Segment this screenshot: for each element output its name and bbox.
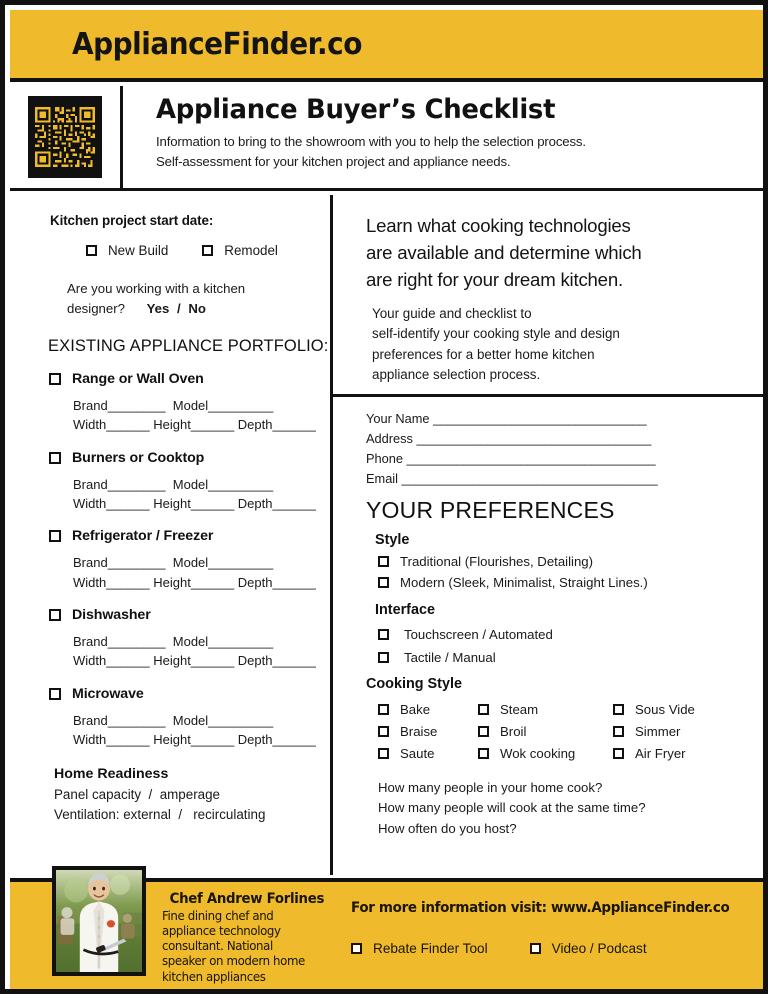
checkbox-braise[interactable] [378, 726, 389, 737]
label-wok-cooking: Wok cooking [500, 745, 576, 761]
cooking-option-broil [478, 724, 613, 739]
appliance-field-dimensions[interactable]: Width______ Height______ Depth______ [73, 417, 316, 433]
chef-bio-block [162, 891, 352, 984]
checkbox-simmer[interactable] [613, 726, 624, 737]
designer-question-text: designer? [67, 301, 125, 317]
appliance-header [49, 686, 330, 702]
guide-text-line2: self-identify your cooking style and design [372, 326, 620, 342]
appliance-entry [10, 686, 330, 750]
qr-code-icon[interactable] [28, 96, 102, 178]
label-rebate-finder-tool: Rebate Finder Tool [373, 941, 488, 956]
interface-heading: Interface [375, 601, 435, 618]
appliance-fields [49, 475, 330, 514]
field-your-name[interactable]: Your Name ______________________________ [366, 411, 647, 426]
appliance-label: Dishwasher [72, 607, 151, 624]
label-bake: Bake [400, 701, 431, 717]
checkbox-broil[interactable] [478, 726, 489, 737]
question-simultaneous-cooks: How many people will cook at the same time? [378, 800, 646, 816]
appliance-header [49, 371, 330, 387]
page-subtitle-line1: Information to bring to the showroom with you to help the selection process. [156, 134, 586, 149]
home-readiness-ventilation[interactable]: Ventilation: external / recirculating [54, 806, 266, 822]
appliance-fields [49, 711, 330, 750]
designer-yes-option[interactable]: Yes [146, 301, 170, 317]
checkbox-video-podcast[interactable] [530, 943, 541, 954]
footer-bar [10, 878, 768, 994]
field-email[interactable]: Email ____________________________________ [366, 470, 658, 486]
style-option-traditional [366, 554, 754, 569]
left-column [10, 195, 333, 875]
guide-text-line1: Your guide and checklist to [372, 305, 532, 321]
appliance-field-brand-model[interactable]: Brand________ Model_________ [73, 634, 274, 650]
preferences-panel [333, 397, 768, 875]
appliance-field-dimensions[interactable]: Width______ Height______ Depth______ [73, 653, 316, 669]
cooking-option-bake [378, 702, 478, 717]
style-heading: Style [375, 531, 410, 548]
checkbox-dishwasher[interactable] [49, 609, 61, 621]
appliance-header [49, 607, 330, 623]
label-new-build: New Build [108, 243, 169, 258]
cooking-option-saute [378, 746, 478, 761]
chef-bio-line1: Fine dining chef and [162, 908, 274, 923]
checkbox-wok-cooking[interactable] [478, 748, 489, 759]
guide-text-line3: preferences for a better home kitchen [372, 346, 595, 362]
designer-question [10, 279, 330, 320]
appliance-fields [49, 632, 330, 671]
home-readiness-panel-capacity[interactable]: Panel capacity / amperage [54, 786, 220, 802]
style-option-modern [366, 575, 754, 590]
appliance-field-dimensions[interactable]: Width______ Height______ Depth______ [73, 495, 316, 511]
label-touchscreen-automated: Touchscreen / Automated [404, 626, 553, 642]
right-column [333, 195, 768, 875]
question-home-cook-count: How many people in your home cook? [378, 779, 603, 795]
preferences-heading: YOUR PREFERENCES [366, 496, 615, 523]
field-phone[interactable]: Phone ___________________________________ [366, 450, 656, 466]
appliance-label: Microwave [72, 685, 144, 702]
footer-cta-block [351, 900, 749, 956]
cooking-style-grid [366, 702, 754, 761]
appliance-header [49, 528, 330, 544]
learn-headline-line2: are available and determine which [366, 241, 642, 263]
cooking-style-heading: Cooking Style [366, 675, 462, 692]
title-row [10, 86, 768, 191]
interface-option-touchscreen [366, 627, 754, 642]
page-title: Appliance Buyer’s Checklist [156, 94, 556, 125]
checkbox-touchscreen-automated[interactable] [378, 629, 389, 640]
home-readiness-section [10, 766, 330, 826]
label-broil: Broil [500, 723, 527, 739]
checkbox-microwave[interactable] [49, 688, 61, 700]
label-tactile-manual: Tactile / Manual [404, 649, 496, 665]
checkbox-new-build[interactable] [86, 245, 97, 256]
designer-question-line1: Are you working with a kitchen [67, 281, 246, 296]
cooking-option-braise [378, 724, 478, 739]
label-steam: Steam [500, 701, 539, 717]
chef-portrait-photo [52, 866, 146, 976]
appliance-label: Burners or Cooktop [72, 449, 205, 466]
appliance-label: Refrigerator / Freezer [72, 528, 214, 545]
household-questions [366, 778, 754, 839]
appliance-entry [10, 450, 330, 514]
start-date-label: Kitchen project start date: [50, 213, 214, 228]
appliance-entry [10, 371, 330, 435]
checkbox-steam[interactable] [478, 704, 489, 715]
checkbox-bake[interactable] [378, 704, 389, 715]
cooking-option-simmer [613, 724, 754, 739]
brand-header-bar [10, 10, 768, 82]
page-subtitle-line2: Self-assessment for your kitchen project and appliance needs. [156, 153, 511, 169]
label-modern: Modern (Sleek, Minimalist, Straight Lines.) [400, 574, 648, 590]
footer-options [351, 941, 749, 956]
label-traditional: Traditional (Flourishes, Detailing) [400, 553, 594, 569]
intro-panel [333, 195, 768, 397]
cooking-option-sous-vide [613, 702, 754, 717]
chef-name: Chef Andrew Forlines [169, 891, 325, 907]
checkbox-modern[interactable] [378, 577, 389, 588]
cooking-option-wok-cooking [478, 746, 613, 761]
qr-cell [10, 86, 123, 188]
build-type-options [10, 243, 330, 258]
appliance-entry [10, 607, 330, 671]
interface-option-tactile [366, 650, 754, 665]
appliance-fields [49, 396, 330, 435]
checkbox-traditional[interactable] [378, 556, 389, 567]
appliance-field-dimensions[interactable]: Width______ Height______ Depth______ [73, 732, 316, 748]
learn-headline-line1: Learn what cooking technologies [366, 215, 631, 236]
appliance-field-brand-model[interactable]: Brand________ Model_________ [73, 397, 274, 413]
checkbox-saute[interactable] [378, 748, 389, 759]
checkbox-refrigerator-freezer[interactable] [49, 530, 61, 542]
appliance-fields [49, 553, 330, 592]
home-readiness-title: Home Readiness [54, 765, 169, 782]
label-air-fryer: Air Fryer [635, 745, 686, 761]
chef-bio-line5: kitchen appliances [162, 968, 266, 984]
learn-headline-line3: are right for your dream kitchen. [366, 268, 623, 290]
checkbox-tactile-manual[interactable] [378, 652, 389, 663]
learn-headline [366, 213, 754, 294]
checkbox-sous-vide[interactable] [613, 704, 624, 715]
checkbox-range-or-wall-oven[interactable] [49, 373, 61, 385]
cooking-option-steam [478, 702, 613, 717]
footer-visit-text[interactable]: For more information visit: www.ApplianceFinder.co [351, 900, 730, 916]
portfolio-heading: EXISTING APPLIANCE PORTFOLIO: [48, 336, 329, 355]
checkbox-air-fryer[interactable] [613, 748, 624, 759]
designer-question-line2 [67, 299, 330, 319]
chef-bio-line2: appliance technology [162, 923, 281, 939]
brand-name: ApplianceFinder.co [72, 26, 362, 62]
field-address[interactable]: Address _________________________________ [366, 430, 652, 446]
guide-text-line4: appliance selection process. [372, 366, 541, 382]
appliance-header [49, 450, 330, 466]
label-simmer: Simmer [635, 723, 681, 739]
checkbox-remodel[interactable] [202, 245, 213, 256]
chef-bio-line3: consultant. National [162, 938, 273, 954]
designer-no-option[interactable]: No [188, 301, 206, 317]
guide-text [366, 304, 754, 386]
appliance-field-brand-model[interactable]: Brand________ Model_________ [73, 555, 274, 571]
chef-bio [162, 908, 343, 984]
label-sous-vide: Sous Vide [635, 701, 695, 717]
checkbox-rebate-finder-tool[interactable] [351, 943, 362, 954]
label-video-podcast: Video / Podcast [551, 941, 647, 956]
appliance-field-dimensions[interactable]: Width______ Height______ Depth______ [73, 574, 316, 590]
title-cell [123, 86, 768, 188]
question-host-frequency: How often do you host? [378, 820, 517, 836]
page-subtitle [156, 132, 768, 171]
appliance-entry [10, 528, 330, 592]
label-remodel: Remodel [224, 243, 278, 258]
cooking-option-air-fryer [613, 746, 754, 761]
label-saute: Saute [400, 745, 435, 761]
appliance-label: Range or Wall Oven [72, 370, 204, 387]
checkbox-burners-or-cooktop[interactable] [49, 452, 61, 464]
appliance-field-brand-model[interactable]: Brand________ Model_________ [73, 712, 274, 728]
label-braise: Braise [400, 723, 438, 739]
designer-separator: / [177, 301, 181, 317]
chef-bio-line4: speaker on modern home [162, 953, 305, 969]
body-columns [10, 195, 768, 875]
appliance-field-brand-model[interactable]: Brand________ Model_________ [73, 476, 274, 492]
